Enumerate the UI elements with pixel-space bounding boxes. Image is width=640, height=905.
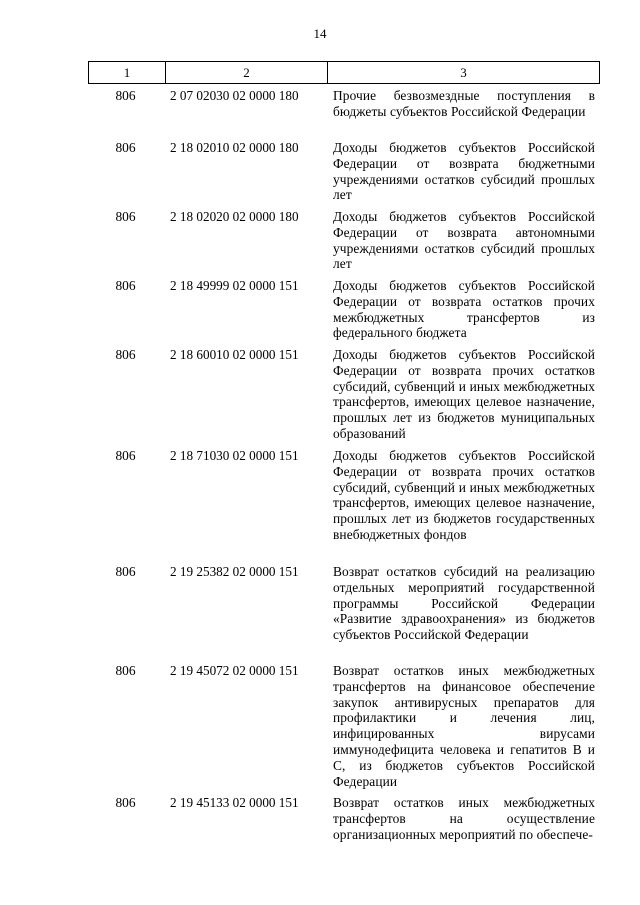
page-number: 14 [313,26,327,41]
budget-code: 2 19 25382 02 0000 151 [170,564,299,579]
budget-code: 2 18 49999 02 0000 151 [170,278,299,293]
budget-code: 2 19 45133 02 0000 151 [170,795,299,810]
admin-code: 806 [115,278,136,293]
row-description: Доходы бюджетов субъектов Российской Федерации от возврата прочих остатков субсидий, субвенций и иных межбюджетных трансфертов, имеющих целевое назначение, прошлых лет из бюджетов муниципальных образований [333,347,595,441]
admin-code: 806 [115,88,136,103]
row-description: Доходы бюджетов субъектов Российской Федерации от возврата остатков прочих межбюджетных трансфертов из федерального бюджета [333,278,595,341]
column-header-3: 3 [328,62,600,84]
admin-code: 806 [115,564,136,579]
row-description: Доходы бюджетов субъектов Российской Федерации от возврата бюджетными учреждениями остатков субсидий прошлых лет [333,140,595,203]
row-description: Прочие безвозмездные поступления в бюджеты субъектов Российской Федерации [333,88,595,119]
row-description: Доходы бюджетов субъектов Российской Федерации от возврата прочих остатков субсидий, субвенций и иных межбюджетных трансфертов, имеющих целевое назначение, прошлых лет из бюджетов государственных внебюджетных фондов [333,448,595,542]
row-description: Возврат остатков иных межбюджетных трансфертов на осуществление организационных мероприятий по обеспече- [333,795,595,842]
row-description: Доходы бюджетов субъектов Российской Федерации от возврата автономными учреждениями остатков субсидий прошлых лет [333,209,595,272]
budget-code: 2 07 02030 02 0000 180 [170,88,299,103]
admin-code: 806 [115,140,136,155]
column-header-row [89,62,600,84]
admin-code: 806 [115,795,136,810]
admin-code: 806 [115,448,136,463]
budget-code: 2 18 60010 02 0000 151 [170,347,299,362]
column-header-1: 1 [89,62,166,84]
admin-code: 806 [115,209,136,224]
row-description: Возврат остатков иных межбюджетных трансфертов на финансовое обеспечение закупок антивирусных препаратов для профилактики и лечения лиц, инфицированных вирусами иммунодефицита человека и гепатитов В и С, из бюджетов субъектов Российской Федерации [333,663,595,789]
budget-code: 2 19 45072 02 0000 151 [170,663,299,678]
budget-code: 2 18 02020 02 0000 180 [170,209,299,224]
row-description: Возврат остатков субсидий на реализацию отдельных мероприятий государственной программы Российской Федерации «Развитие здравоохранения» из бюджетов субъектов Российской Федерации [333,564,595,643]
column-header-2: 2 [166,62,328,84]
budget-code: 2 18 02010 02 0000 180 [170,140,299,155]
column-header-table [88,61,600,84]
admin-code: 806 [115,347,136,362]
admin-code: 806 [115,663,136,678]
budget-code: 2 18 71030 02 0000 151 [170,448,299,463]
